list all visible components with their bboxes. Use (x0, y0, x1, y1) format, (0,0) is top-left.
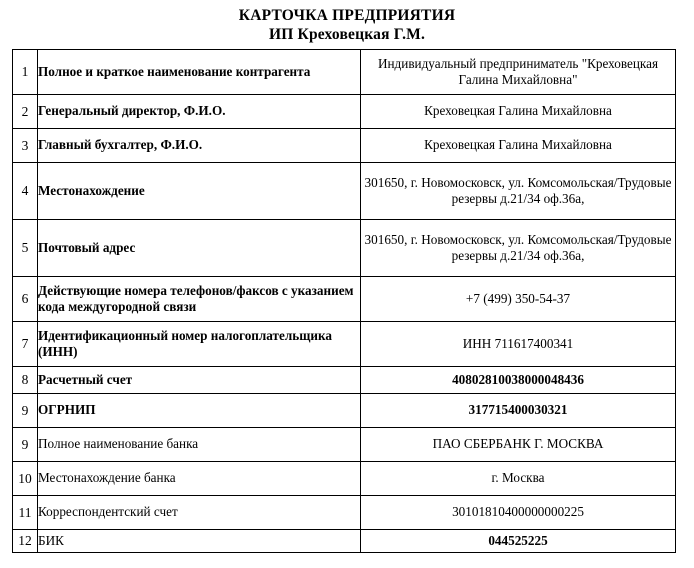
row-label: Главный бухгалтер, Ф.И.О. (38, 129, 361, 163)
table-row (13, 394, 676, 428)
row-value: Креховецкая Галина Михайловна (361, 95, 676, 129)
row-number: 9 (13, 394, 38, 428)
table-row (13, 220, 676, 277)
row-number: 1 (13, 50, 38, 95)
row-number: 9 (13, 428, 38, 462)
table-row (13, 277, 676, 322)
table-row (13, 129, 676, 163)
table-row (13, 428, 676, 462)
row-label: Почтовый адрес (38, 220, 361, 277)
row-value: +7 (499) 350-54-37 (361, 277, 676, 322)
row-value: 044525225 (361, 530, 676, 553)
row-number: 11 (13, 496, 38, 530)
row-number: 6 (13, 277, 38, 322)
row-number: 8 (13, 367, 38, 394)
row-value: 301650, г. Новомосковск, ул. Комсомольская/Трудовые резервы д.21/34 оф.36а, (361, 163, 676, 220)
row-number: 7 (13, 322, 38, 367)
row-number: 4 (13, 163, 38, 220)
row-value: ИНН 711617400341 (361, 322, 676, 367)
row-value: ПАО СБЕРБАНК Г. МОСКВА (361, 428, 676, 462)
row-number: 5 (13, 220, 38, 277)
row-value: 30101810400000000225 (361, 496, 676, 530)
row-label: Местонахождение банка (38, 462, 361, 496)
row-value: Индивидуальный предприниматель "Креховецкая Галина Михайловна" (361, 50, 676, 95)
document-title: КАРТОЧКА ПРЕДПРИЯТИЯ (238, 7, 456, 24)
row-label: БИК (38, 530, 361, 553)
row-value: 301650, г. Новомосковск, ул. Комсомольская/Трудовые резервы д.21/34 оф.36а, (361, 220, 676, 277)
row-number: 3 (13, 129, 38, 163)
row-label: Генеральный директор, Ф.И.О. (38, 95, 361, 129)
table-row (13, 95, 676, 129)
row-label: Полное и краткое наименование контрагента (38, 50, 361, 95)
company-card-table (12, 49, 676, 553)
row-value: г. Москва (361, 462, 676, 496)
row-value: 317715400030321 (361, 394, 676, 428)
row-label: Расчетный счет (38, 367, 361, 394)
company-card-table-wrapper (12, 49, 675, 553)
row-label: Действующие номера телефонов/факсов с указанием кода междугородной связи (38, 277, 361, 322)
row-value: Креховецкая Галина Михайловна (361, 129, 676, 163)
row-label: Полное наименование банка (38, 428, 361, 462)
row-label: ОГРНИП (38, 394, 361, 428)
table-row (13, 163, 676, 220)
row-number: 12 (13, 530, 38, 553)
row-value: 40802810038000048436 (361, 367, 676, 394)
row-number: 2 (13, 95, 38, 129)
document-subtitle: ИП Креховецкая Г.М. (268, 26, 426, 43)
table-row (13, 367, 676, 394)
row-label: Местонахождение (38, 163, 361, 220)
row-number: 10 (13, 462, 38, 496)
table-row (13, 530, 676, 553)
table-row (13, 462, 676, 496)
row-label: Корреспондентский счет (38, 496, 361, 530)
row-label: Идентификационный номер налогоплательщика (ИНН) (38, 322, 361, 367)
table-row (13, 496, 676, 530)
table-row (13, 322, 676, 367)
document-title-block (0, 0, 694, 44)
table-row (13, 50, 676, 95)
